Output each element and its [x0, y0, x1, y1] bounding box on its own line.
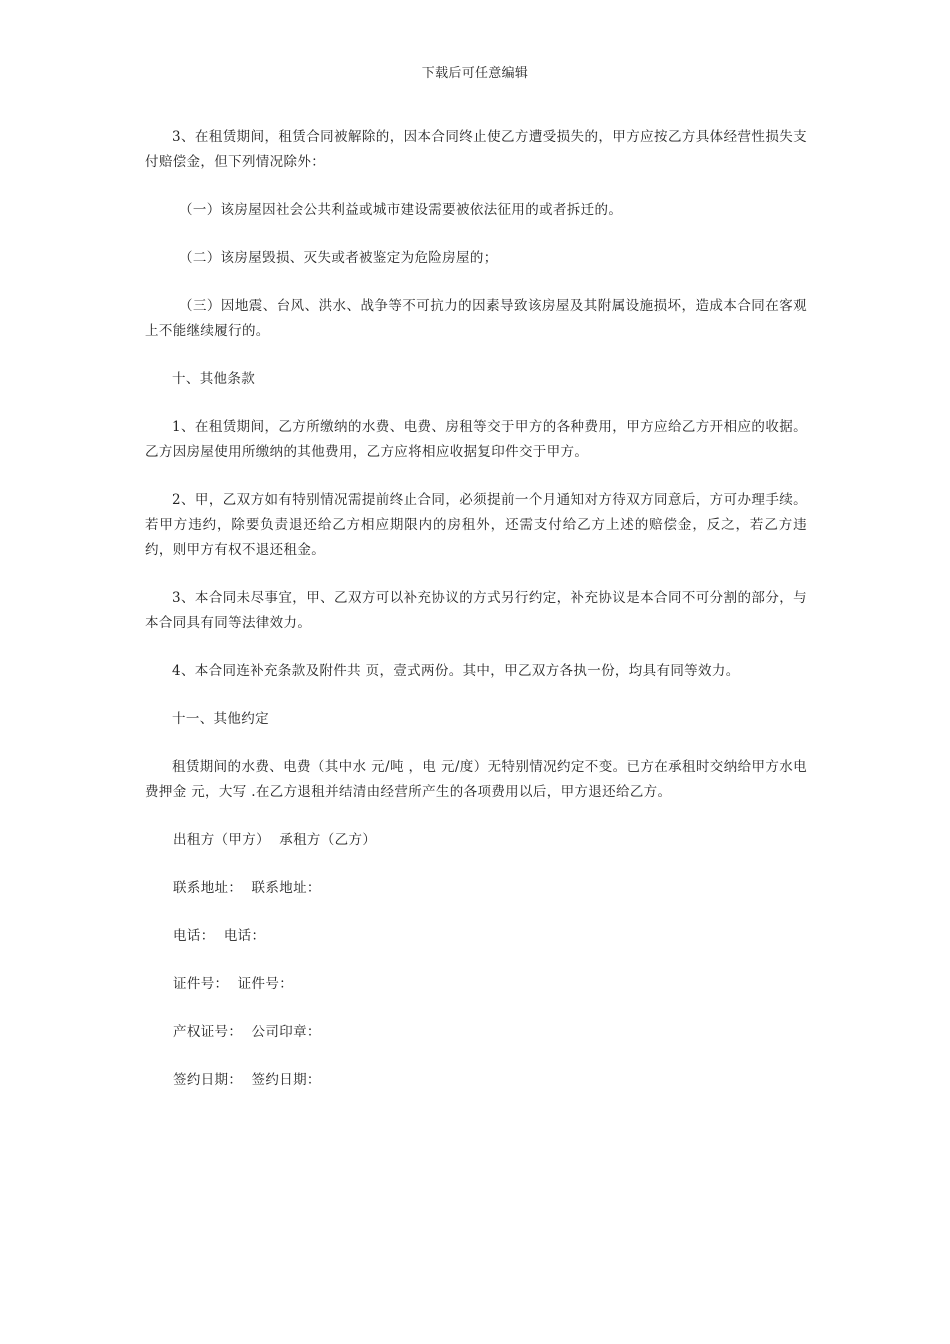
signature-id-number: 证件号： 证件号：	[173, 976, 294, 992]
clause-3-compensation: 3、在租赁期间，租赁合同被解除的，因本合同终止使乙方遭受损失的，甲方应按乙方具体经营性损失支付赔偿金，但下列情况除外：	[145, 129, 807, 170]
exception-item-1: （一）该房屋因社会公共利益或城市建设需要被依法征用的或者拆迁的。	[179, 202, 623, 218]
other-clause-1: 1、在租赁期间，乙方所缴纳的水费、电费、房租等交于甲方的各种费用，甲方应给乙方开相应的收据。乙方因房屋使用所缴纳的其他费用，乙方应将相应收据复印件交于甲方。	[145, 419, 807, 460]
signature-phone: 电话： 电话：	[173, 928, 266, 944]
section-heading-11: 十一、其他约定	[172, 711, 269, 727]
utility-agreement: 租赁期间的水费、电费（其中水 元/吨 ，电 元/度）无特别情况约定不变。已方在承租时交纳给甲方水电费押金 元，大写 .在乙方退租并结清由经营所产生的各项费用以后，甲方退还给乙方。	[145, 759, 807, 800]
signature-parties: 出租方（甲方） 承租方（乙方）	[173, 832, 377, 848]
section-heading-10: 十、其他条款	[172, 371, 256, 387]
page-header: 下载后可任意编辑	[421, 66, 529, 81]
document-body	[145, 125, 807, 1093]
exception-item-3: （三）因地震、台风、洪水、战争等不可抗力的因素导致该房屋及其附属设施损坏，造成本合同在客观上不能继续履行的。	[145, 298, 807, 339]
other-clause-2: 2、甲，乙双方如有特别情况需提前终止合同，必须提前一个月通知对方待双方同意后，方可办理手续。若甲方违约，除要负责退还给乙方相应期限内的房租外，还需支付给乙方上述的赔偿金，反之，若乙方违约，则甲方有权不退还租金。	[145, 492, 807, 558]
exception-item-2: （二）该房屋毁损、灭失或者被鉴定为危险房屋的；	[179, 250, 498, 266]
other-clause-3: 3、本合同未尽事宜，甲、乙双方可以补充协议的方式另行约定，补充协议是本合同不可分割的部分，与本合同具有同等法律效力。	[145, 590, 807, 631]
signature-address: 联系地址： 联系地址：	[173, 880, 321, 896]
signature-property-cert: 产权证号： 公司印章：	[173, 1024, 321, 1040]
signature-date: 签约日期： 签约日期：	[173, 1072, 321, 1088]
other-clause-4: 4、本合同连补充条款及附件共 页，壹式两份。其中，甲乙双方各执一份，均具有同等效力。	[172, 663, 740, 679]
